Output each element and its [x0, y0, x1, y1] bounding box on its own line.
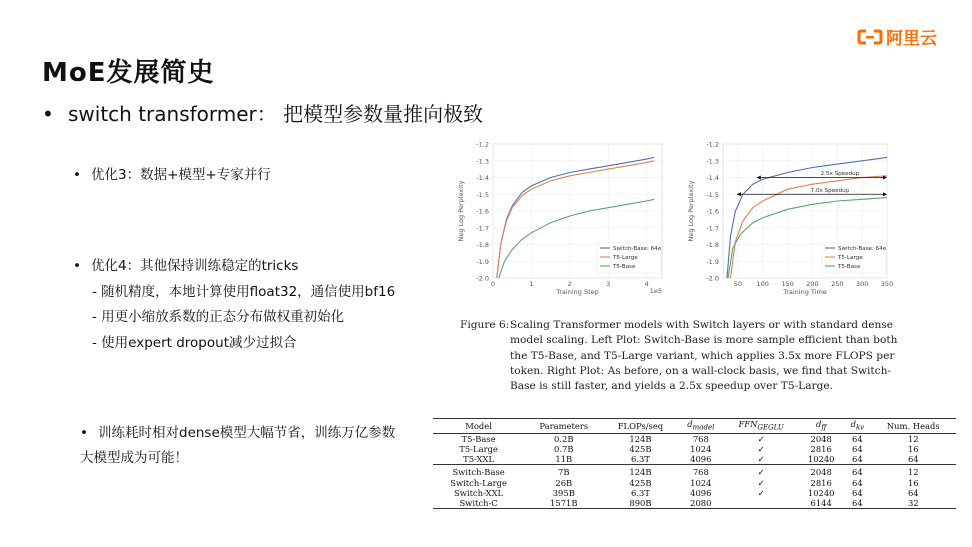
table-cell: ✓ — [757, 454, 765, 465]
table-cell: 64 — [907, 487, 919, 498]
table-cell: T5-XXL — [463, 454, 495, 465]
table-cell: 2048 — [810, 467, 832, 478]
y-tick-label: -1.9 — [706, 257, 719, 266]
bullet-dot: • — [80, 425, 88, 441]
table-cell — [724, 498, 798, 509]
table-cell: 10240 — [807, 487, 835, 498]
aliyun-logo — [857, 24, 937, 49]
table-cell: 2048 — [810, 433, 832, 444]
legend-entry: Switch-Base: 64e — [838, 246, 887, 252]
x-tick-label: 150 — [781, 280, 794, 288]
table-cell: 64 — [852, 454, 863, 465]
header-dff: $d_{ff}$ — [816, 419, 827, 432]
table-row — [433, 488, 956, 498]
table-cell: 425B — [629, 477, 652, 488]
table-cell: 1024 — [690, 444, 712, 455]
main-bullet — [42, 98, 483, 127]
y-tick-label: -2.0 — [706, 274, 719, 283]
table-cell: 6144 — [810, 498, 832, 509]
main-bullet-text: switch transformer： 把模型参数量推向极致 — [68, 102, 484, 126]
table-cell: 64 — [852, 487, 863, 498]
x-tick-label: 1 — [529, 280, 534, 288]
table-cell: 0.2B — [554, 433, 574, 444]
x-tick-label: 100 — [756, 280, 769, 288]
y-tick-label: -1.5 — [476, 190, 489, 199]
table-row — [433, 433, 956, 444]
bullet-dot: • — [73, 258, 81, 274]
table-row — [433, 454, 956, 465]
x-exponent-label: 1e5 — [649, 287, 662, 295]
table-cell: Switch-C — [459, 498, 498, 509]
table-cell: 12 — [907, 467, 919, 478]
header-dmodel: $d_{model}$ — [687, 419, 715, 432]
table-cell: 26B — [555, 477, 573, 488]
opt4-bullet — [73, 254, 298, 274]
header-ffn-geglu: $FFN_{GEGLU}$ — [738, 419, 784, 432]
page-title: MoE发展简史 — [42, 58, 215, 88]
y-tick-label: -1.3 — [476, 157, 489, 166]
opt3-text: 优化3：数据+模型+专家并行 — [91, 167, 271, 183]
bullet-dot: • — [73, 167, 81, 183]
opt4-item: - 随机精度，本地计算使用float32，通信使用bf16 — [92, 284, 396, 300]
table-cell: 890B — [629, 498, 652, 509]
table-cell: 768 — [692, 433, 709, 444]
table-cell: 64 — [852, 444, 863, 455]
speedup-annotation: 7.0x Speedup — [810, 187, 850, 194]
figure-caption — [460, 318, 912, 394]
x-tick-label: 2 — [567, 280, 572, 288]
header-num-heads: Num. Heads — [886, 420, 940, 431]
left-plot-training-step — [455, 138, 670, 298]
table-cell: 64 — [852, 467, 863, 478]
speedup-annotation: 2.5x Speedup — [820, 171, 860, 177]
table-cell: 1024 — [690, 477, 712, 488]
y-tick-label: -1.6 — [706, 207, 719, 216]
y-tick-label: -1.6 — [476, 207, 489, 216]
table-cell: 425B — [629, 444, 652, 455]
x-tick-label: 300 — [855, 280, 869, 288]
table-cell: Switch-XXL — [454, 487, 504, 498]
y-tick-label: -1.3 — [706, 157, 719, 166]
table-cell: Switch-Base — [452, 467, 505, 478]
table-cell: 6.3T — [631, 487, 650, 498]
table-cell: 2816 — [810, 444, 832, 455]
table-cell: 124B — [629, 467, 652, 478]
y-tick-label: -2.0 — [476, 274, 489, 283]
legend-entry: T5-Base — [613, 264, 636, 270]
table-cell: 4096 — [690, 487, 712, 498]
x-axis-label: Training Step — [556, 288, 599, 296]
table-cell: 16 — [907, 477, 919, 488]
y-tick-label: -1.7 — [476, 224, 489, 233]
opt4-item: - 使用expert dropout减少过拟合 — [92, 335, 297, 351]
table-group-t5 — [433, 433, 956, 465]
table-cell: ✓ — [757, 444, 765, 455]
conclusion-line1: 训练耗时相对dense模型大幅节省，训练万亿参数 — [98, 425, 396, 441]
opt4-item: - 用更小缩放系数的正态分布做权重初始化 — [92, 309, 345, 325]
x-tick-label: 4 — [644, 280, 649, 288]
y-tick-label: -1.9 — [476, 257, 489, 266]
bullet-dot: • — [42, 102, 54, 126]
caption-label: Figure 6: — [460, 319, 510, 331]
table-cell: 7B — [558, 467, 570, 478]
table-cell: 2080 — [690, 498, 712, 509]
y-tick-label: -1.4 — [476, 174, 489, 182]
table-cell: 16 — [907, 444, 919, 455]
y-tick-label: -1.8 — [706, 241, 719, 249]
table-cell: ✓ — [757, 467, 765, 478]
legend-entry: T5-Large — [613, 255, 638, 261]
opt3-bullet — [73, 163, 271, 183]
x-tick-label: 350 — [880, 280, 894, 288]
table-header-row — [433, 419, 956, 434]
right-plot-training-time — [685, 138, 895, 298]
table-cell: 32 — [907, 498, 919, 509]
table-cell: 395B — [552, 487, 575, 498]
table-row — [433, 498, 956, 509]
x-tick-label: 200 — [806, 280, 819, 288]
header-model: Model — [465, 420, 492, 431]
header-flops: FLOPs/seq — [617, 420, 664, 431]
legend-entry: T5-Large — [838, 255, 863, 261]
table-cell: 768 — [692, 467, 709, 478]
x-tick-label: 50 — [733, 280, 743, 288]
table-row — [433, 478, 956, 488]
conclusion-bullet — [80, 421, 395, 441]
y-tick-label: -1.7 — [706, 224, 719, 233]
table-cell: 6.3T — [631, 454, 650, 465]
x-axis-label: Training Time — [783, 288, 827, 296]
y-tick-label: -1.2 — [476, 140, 489, 149]
table-row — [433, 465, 956, 478]
table-cell: 2816 — [810, 477, 832, 488]
table-cell: 4096 — [690, 454, 712, 465]
y-axis-label: Neg Log Perplexity — [457, 180, 465, 242]
x-tick-label: 3 — [606, 280, 611, 288]
table-cell: ✓ — [757, 477, 765, 488]
table-cell: 12 — [907, 433, 919, 444]
table-group-switch — [433, 465, 956, 509]
table-cell: 64 — [852, 433, 863, 444]
table-cell: 0.7B — [554, 444, 574, 455]
table-cell: 10240 — [807, 454, 835, 465]
conclusion-line2: 大模型成为可能！ — [80, 450, 188, 466]
y-axis-label: Neg Log Perplexity — [687, 180, 695, 242]
table-cell: T5-Large — [459, 444, 498, 455]
table-cell: ✓ — [757, 433, 765, 444]
table-cell: 64 — [852, 498, 863, 509]
table-cell: 64 — [907, 454, 919, 465]
model-table — [433, 418, 956, 509]
table-cell: 124B — [629, 433, 652, 444]
table-cell: 64 — [852, 477, 863, 488]
y-tick-label: -1.4 — [706, 174, 719, 182]
y-tick-label: -1.5 — [706, 190, 719, 199]
logo-text: 阿里云 — [886, 29, 937, 49]
table-cell: T5-Base — [461, 433, 496, 444]
x-tick-label: 0 — [490, 280, 496, 288]
table-cell: 11B — [555, 454, 573, 465]
header-dkv: $d_{kv}$ — [850, 419, 865, 432]
opt4-text: 优化4：其他保持训练稳定的tricks — [91, 258, 299, 274]
y-tick-label: -1.2 — [706, 140, 719, 149]
table-cell: ✓ — [757, 487, 765, 498]
y-tick-label: -1.8 — [476, 241, 489, 249]
table-row — [433, 444, 956, 454]
table-cell: Switch-Large — [450, 477, 507, 488]
header-parameters: Parameters — [539, 420, 589, 431]
x-tick-label: 250 — [831, 280, 844, 288]
table-cell: 1571B — [550, 498, 578, 509]
legend-entry: Switch-Base: 64e — [613, 246, 662, 252]
aliyun-logo-icon — [857, 29, 883, 45]
caption-text: Scaling Transformer models with Switch layers or with standard dense model scaling. Left Plot: Switch-Base is more sample efficient than both the T5-Base, and T5-Large variant, which applies 3.5x more FLOPS per token. Right Plot: As before, on a wall-clock basis, we find that Switch-Base is still faster, and yields a 2.5x speedup over T5-Large. — [510, 319, 898, 393]
legend-entry: T5-Base — [838, 264, 861, 270]
